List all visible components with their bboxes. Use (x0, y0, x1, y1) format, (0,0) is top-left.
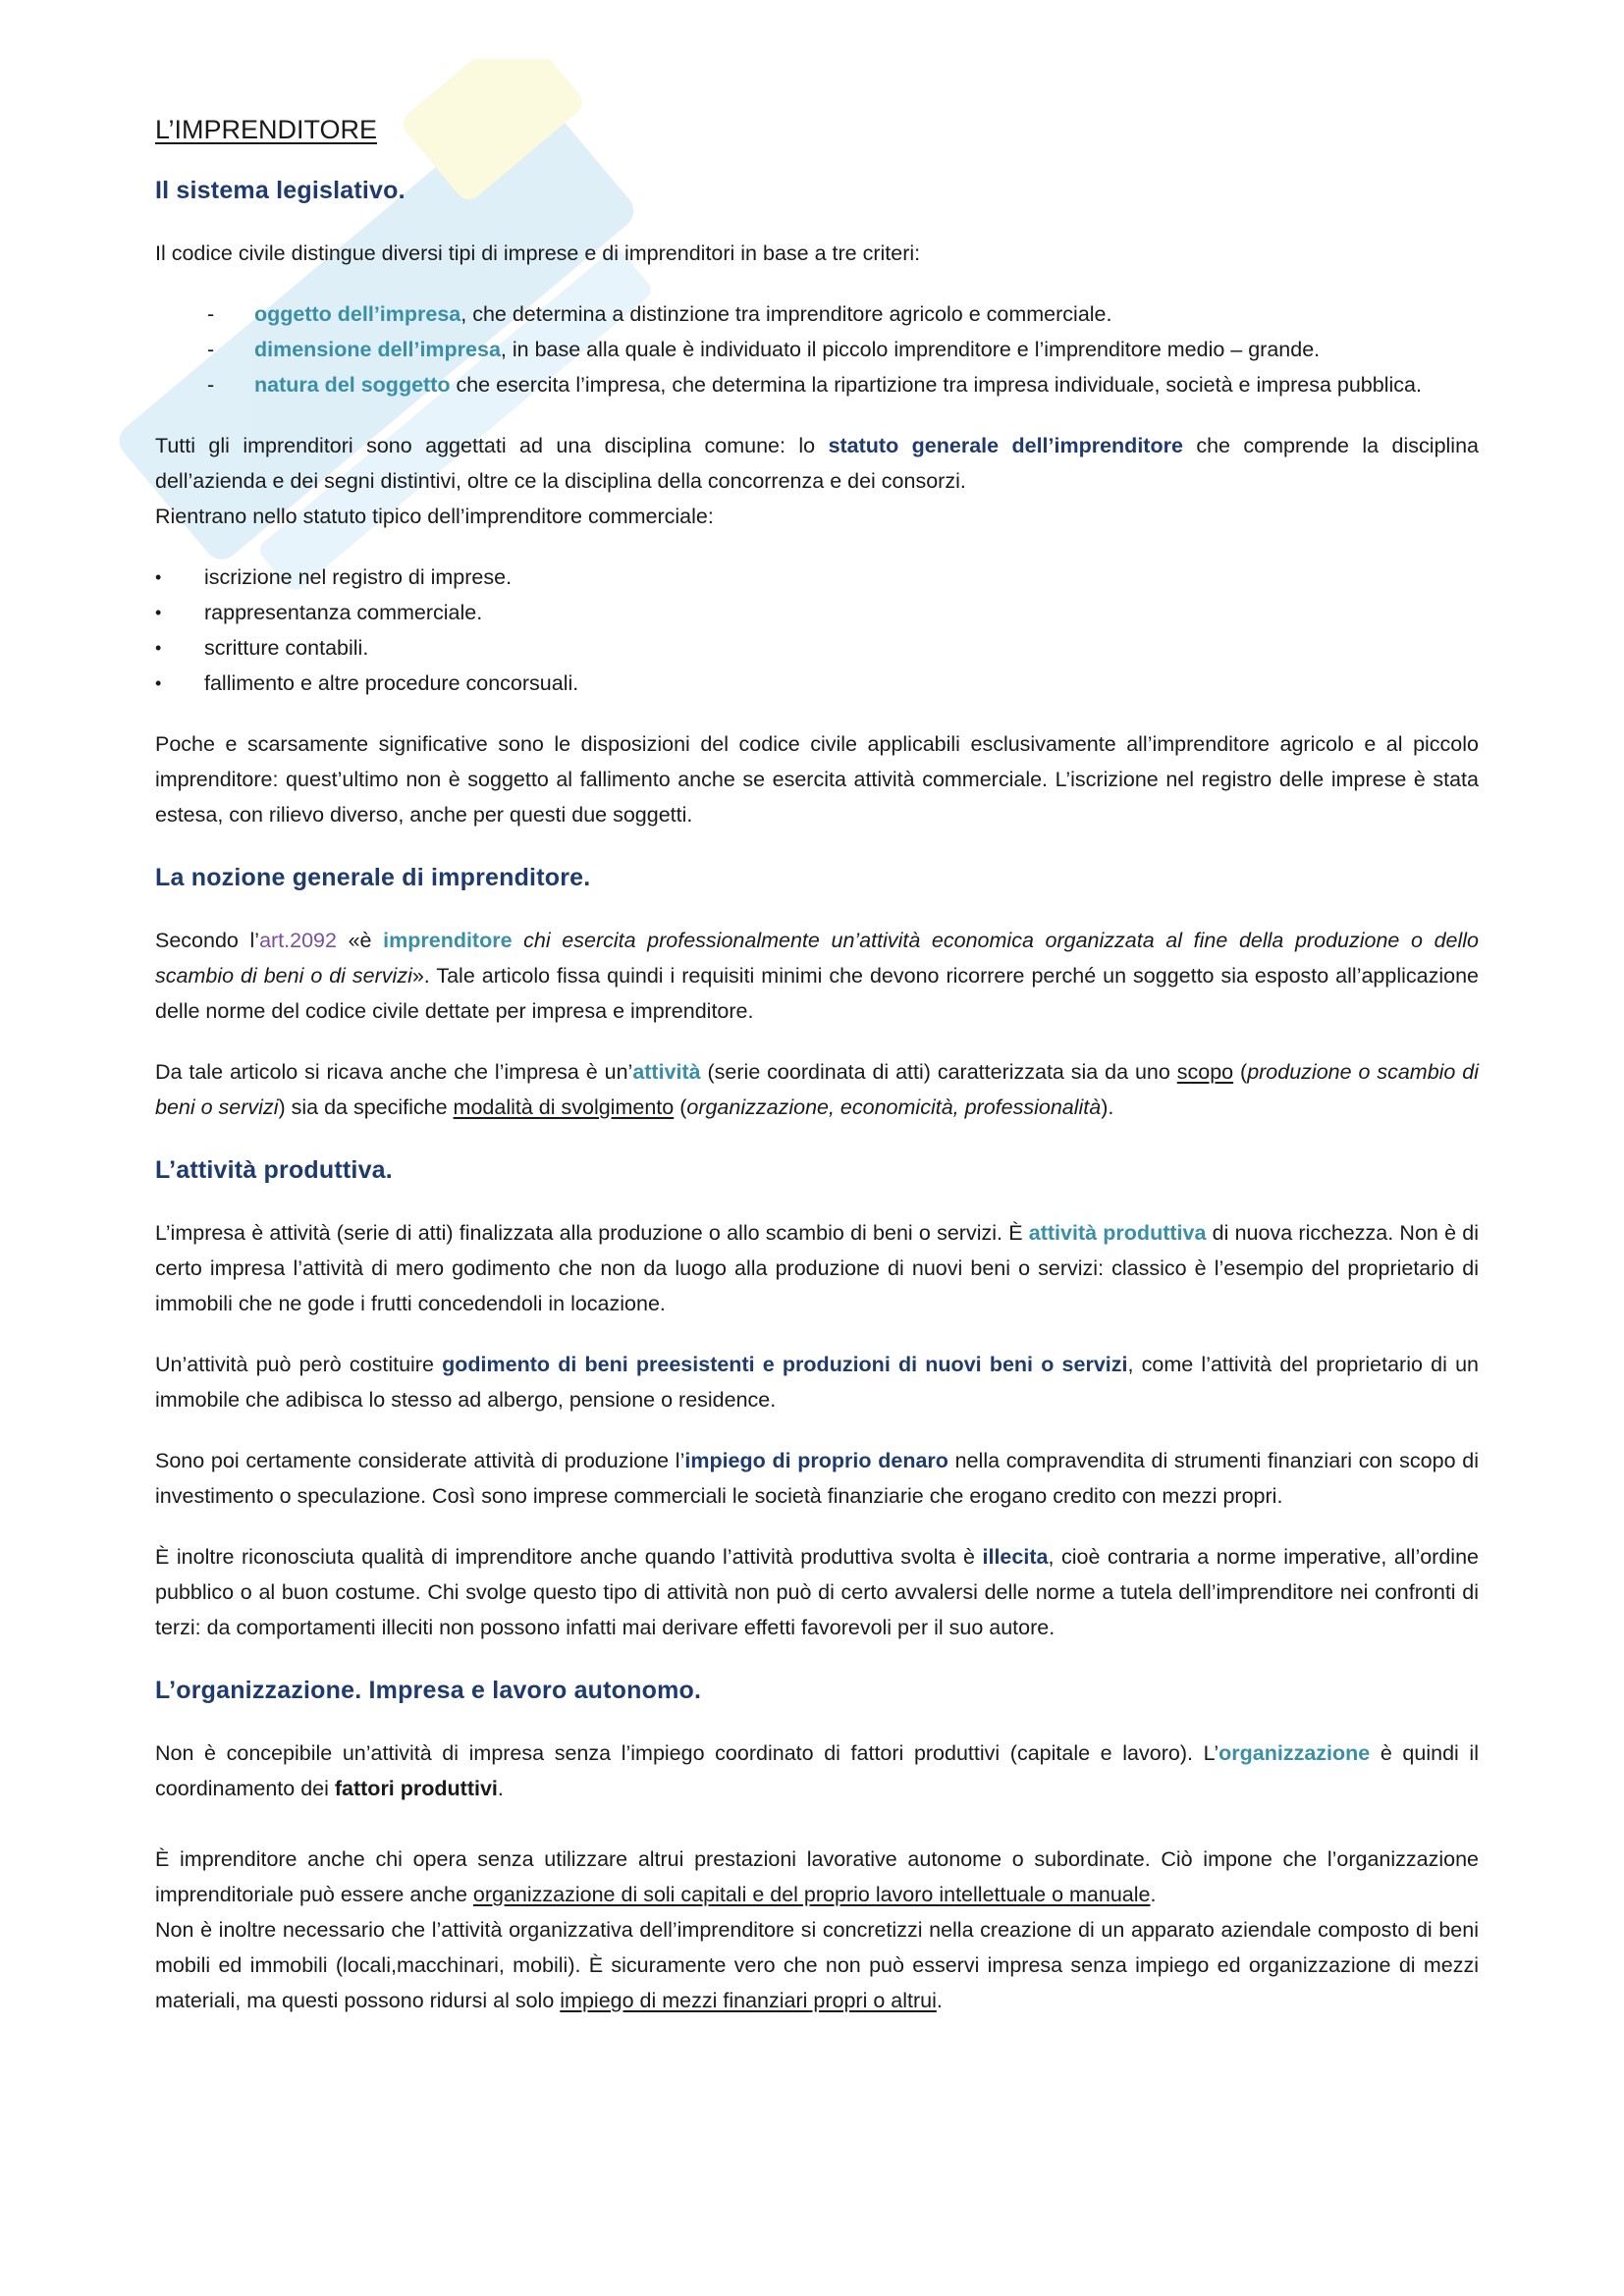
keyword: organizzazione (1218, 1741, 1371, 1765)
list-item-text: scritture contabili. (204, 636, 369, 660)
keyword: statuto generale dell’imprenditore (828, 434, 1183, 457)
text: ». Tale articolo fissa quindi i requisiti minimi che devono ricorrere perché un soggetto sia esposto all’applicazione delle norme del codice civile dettate per impresa e imprenditore. (155, 964, 1479, 1023)
keyword: godimento di beni preesistenti e produzioni di nuovi beni o servizi (442, 1353, 1128, 1376)
underlined-text: organizzazione di soli capitali e del proprio lavoro intellettuale o manuale (472, 1883, 1151, 1906)
section-heading-organizzazione: L’organizzazione. Impresa e lavoro autonomo. (155, 1677, 702, 1704)
text: (serie coordinata di atti) caratterizzata sia da uno (700, 1060, 1177, 1084)
list-item-text: che esercita l’impresa, che determina la ripartizione tra impresa individuale, società e impresa pubblica. (450, 373, 1422, 397)
bold-text: fattori produttivi (334, 1777, 498, 1800)
keyword: attività produttiva (1028, 1221, 1207, 1245)
underlined-text: modalità di svolgimento (453, 1095, 675, 1119)
paragraph-apparato-aziendale (155, 1912, 1479, 2018)
paragraph-statuto (155, 428, 1479, 499)
dash-marker: - (207, 373, 215, 397)
text: nella compravendita di strumenti finanziari con scopo di investimento o speculazione. Così sono imprese commerciali le società finanziarie che erogano credito con mezzi propri. (155, 1449, 1479, 1508)
text: L’impresa è attività (serie di atti) finalizzata alla produzione o allo scambio di beni o servizi. È (155, 1221, 1029, 1245)
keyword: illecita (982, 1545, 1049, 1569)
keyword: dimensione dell’impresa (254, 338, 501, 361)
list-item-text: rappresentanza commerciale. (204, 601, 483, 624)
text: ) sia da specifiche (278, 1095, 454, 1119)
underlined-text: scopo (1176, 1060, 1234, 1084)
list-item (155, 296, 1479, 332)
paragraph-godimento (155, 1347, 1479, 1417)
text: di nuova ricchezza. Non è di certo impresa l’attività di mero godimento che non da luogo alla produzione di nuovi beni o servizi: classico è l’esempio del proprietario di immobili che ne gode i frutti concedendoli in locazione. (155, 1221, 1479, 1315)
list-item (155, 560, 1479, 595)
text: «è (336, 929, 384, 952)
list-item-text: fallimento e altre procedure concorsuali. (204, 671, 579, 695)
paragraph-impiego-denaro (155, 1443, 1479, 1514)
text: Non è inoltre necessario che l’attività organizzativa dell’imprenditore si concretizzi nella creazione di un apparato aziendale composto di beni mobili ed immobili (locali,macchinari, mobili). È sicuramente vero che non può esservi impresa senza impiego ed organizzazione di mezzi materiali, ma questi possono ridursi al solo (155, 1918, 1479, 2012)
bullet-marker: • (155, 673, 162, 693)
paragraph-intro-criteri: Il codice civile distingue diversi tipi di imprese e di imprenditori in base a tre criteri: (155, 241, 921, 265)
paragraph-organizzazione (155, 1735, 1479, 1806)
keyword: impiego di proprio denaro (684, 1449, 948, 1472)
paragraph-rientrano: Rientrano nello statuto tipico dell’imprenditore commerciale: (155, 505, 714, 528)
text: Da tale articolo si ricava anche che l’impresa è un’ (155, 1060, 633, 1084)
keyword: natura del soggetto (254, 373, 451, 397)
text: che comprende la disciplina dell’azienda e dei segni distintivi, oltre ce la disciplina della concorrenza e dei consorzi. (155, 434, 1479, 493)
dash-marker: - (207, 302, 215, 326)
keyword: oggetto dell’impresa (254, 302, 461, 326)
list-item (155, 595, 1479, 630)
paragraph-art-2092 (155, 923, 1479, 1029)
criteria-list (155, 296, 1479, 402)
document-body (155, 110, 1479, 2018)
article-link[interactable]: art.2092 (259, 929, 337, 952)
text: Secondo l’ (155, 929, 260, 952)
list-item (155, 630, 1479, 666)
italic-text: chi esercita professionalmente un’attività economica organizzata al fine della produzione o dello scambio di beni o di servizi (155, 929, 1480, 988)
paragraph-attivita (155, 1054, 1479, 1125)
text: . (1150, 1883, 1157, 1906)
text: È imprenditore anche chi opera senza utilizzare altrui prestazioni lavorative autonome o subordinate. Ciò impone che l’organizzazione imprenditoriale può essere anche (155, 1847, 1479, 1906)
page-title: L’IMPRENDITORE (155, 115, 378, 144)
paragraph-attivita-produttiva (155, 1215, 1479, 1321)
section-heading-attivita-produttiva: L’attività produttiva. (155, 1156, 393, 1184)
text: Sono poi certamente considerate attività di produzione l’ (155, 1449, 685, 1472)
text: è quindi il coordinamento dei (155, 1741, 1479, 1800)
text: Un’attività può però costituire (155, 1353, 443, 1376)
list-item-text: iscrizione nel registro di imprese. (204, 565, 513, 589)
paragraph-illecita (155, 1539, 1479, 1645)
section-heading-sistema-legislativo: Il sistema legislativo. (155, 177, 406, 204)
dash-marker: - (207, 338, 215, 361)
keyword: imprenditore (383, 929, 513, 952)
text: . (936, 1989, 943, 2012)
text: Non è concepibile un’attività di impresa senza l’impiego coordinato di fattori produttivi (capitale e lavoro). L’ (155, 1741, 1219, 1765)
text: Tutti gli imprenditori sono aggettati ad una disciplina comune: lo (155, 434, 829, 457)
underlined-text: impiego di mezzi finanziari propri o altrui (560, 1989, 937, 2012)
text: ). (1101, 1095, 1114, 1119)
list-item (155, 332, 1479, 367)
keyword: attività (632, 1060, 701, 1084)
text: ( (1233, 1060, 1248, 1084)
bullet-marker: • (155, 638, 162, 658)
list-item-text: , che determina a distinzione tra imprenditore agricolo e commerciale. (460, 302, 1112, 326)
text: . (497, 1777, 504, 1800)
statuto-bullet-list (155, 560, 1479, 701)
list-item (155, 367, 1479, 402)
paragraph-senza-prestazioni (155, 1842, 1479, 1912)
text: ( (674, 1095, 687, 1119)
paragraph-poche-disposizioni: Poche e scarsamente significative sono le disposizioni del codice civile applicabili esclusivamente all’imprenditore agricolo e al piccolo imprenditore: quest’ultimo non è soggetto al fallimento anche se esercita attività commerciale. L’iscrizione nel registro delle imprese è stata estesa, con rilievo diverso, anche per questi due soggetti. (155, 732, 1479, 827)
text: È inoltre riconosciuta qualità di imprenditore anche quando l’attività produttiva svolta è (155, 1545, 983, 1569)
bullet-marker: • (155, 603, 162, 622)
list-item-text: , in base alla quale è individuato il piccolo imprenditore e l’imprenditore medio – grande. (500, 338, 1321, 361)
bullet-marker: • (155, 567, 162, 587)
section-heading-nozione-generale: La nozione generale di imprenditore. (155, 864, 591, 891)
list-item (155, 666, 1479, 701)
italic-text: produzione o scambio di beni o servizi (155, 1060, 1480, 1119)
text: , cioè contraria a norme imperative, all’ordine pubblico o al buon costume. Chi svolge questo tipo di attività non può di certo avvalersi delle norme a tutela dell’imprenditore nei confronti di terzi: da comportamenti illeciti non possono infatti mai derivare effetti favorevoli per il suo autore. (155, 1545, 1479, 1639)
text: , come l’attività del proprietario di un immobile che adibisca lo stesso ad albergo, pensione o residence. (155, 1353, 1479, 1412)
italic-text: organizzazione, economicità, professionalità (686, 1095, 1102, 1119)
